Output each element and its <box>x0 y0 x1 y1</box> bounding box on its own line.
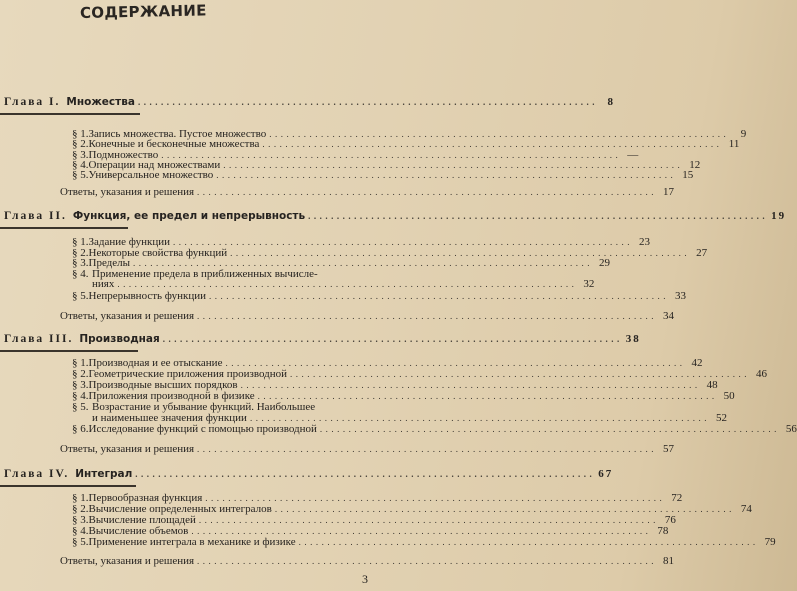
leader-dots: ................................................................................ <box>308 211 769 221</box>
section-number: § 1. <box>72 236 89 248</box>
leader-dots: ................................................................................ <box>269 129 730 139</box>
leader-dots: ................................................................................ <box>230 248 691 258</box>
section-page: 42 <box>691 357 703 369</box>
chapter-label: Глава I. <box>4 96 61 108</box>
section-page: 48 <box>706 379 718 391</box>
section-page: 12 <box>689 159 701 171</box>
leader-dots: ................................................................................ <box>262 139 723 149</box>
toc-entry[interactable] <box>72 290 687 304</box>
section-number: § 1. <box>72 357 89 369</box>
section-page: 9 <box>740 128 747 140</box>
leader-dots: ................................................................................ <box>161 150 622 160</box>
leader-dots: ................................................................................ <box>205 493 666 503</box>
section-number: § 5. <box>72 401 89 413</box>
page-number: 3 <box>362 572 368 586</box>
leader-dots: ................................................................................ <box>198 515 659 525</box>
section-page: 79 <box>764 536 776 548</box>
leader-dots: ................................................................................ <box>197 187 658 197</box>
section-number: § 2. <box>72 368 89 380</box>
section-title: Подмножество <box>88 149 159 161</box>
chapter-1-rule <box>0 113 140 115</box>
section-title-continuation: ниях <box>92 278 115 290</box>
page-title: СОДЕРЖАНИЕ <box>79 1 207 22</box>
toc-entry[interactable] <box>72 536 776 550</box>
section-page: 29 <box>599 257 611 269</box>
section-number: § 4. <box>72 159 89 171</box>
section-title: Некоторые свойства функций <box>88 247 228 259</box>
chapter-label: Глава III. <box>4 333 74 345</box>
chapter-name: Интеграл <box>75 468 133 480</box>
section-number: § 4. <box>72 390 89 402</box>
chapter-4-rule <box>0 485 136 487</box>
leader-dots: ................................................................................ <box>133 258 594 268</box>
leader-dots: ................................................................................ <box>240 380 701 390</box>
section-page: 15 <box>682 169 694 181</box>
leader-dots: ................................................................................ <box>117 279 578 289</box>
section-number: § 6. <box>72 423 89 435</box>
section-title: Применение интеграла в механике и физике <box>88 536 296 548</box>
toc-answers[interactable] <box>60 310 675 324</box>
leader-dots: ................................................................................ <box>290 369 750 379</box>
chapter-2-heading[interactable] <box>4 210 787 224</box>
section-title: Операции над множествами <box>88 159 221 171</box>
chapter-2-rule <box>0 227 128 229</box>
chapter-page: 67 <box>598 468 614 480</box>
toc-answers[interactable] <box>60 555 675 569</box>
section-number: § 2. <box>72 138 89 150</box>
section-title: Вычисление определенных интегралов <box>88 503 272 515</box>
section-number: § 3. <box>72 379 89 391</box>
section-page: 52 <box>715 412 727 424</box>
chapter-name: Множества <box>66 96 135 108</box>
section-number: § 2. <box>72 247 89 259</box>
chapter-name: Производная <box>79 333 160 345</box>
section-number: § 5. <box>72 290 89 302</box>
answers-title: Ответы, указания и решения <box>60 310 195 322</box>
chapter-4-heading[interactable] <box>4 468 614 482</box>
section-title: Непрерывность функции <box>88 290 207 302</box>
section-number: § 5. <box>72 536 89 548</box>
section-title: Применение предела в приближенных вычисле- <box>92 268 318 280</box>
section-page: 74 <box>740 503 752 515</box>
leader-dots: ................................................................................ <box>216 170 677 180</box>
section-number: § 2. <box>72 503 89 515</box>
answers-title: Ответы, указания и решения <box>60 443 195 455</box>
section-page: 72 <box>671 492 683 504</box>
section-page: 56 <box>785 423 797 435</box>
leader-dots: ................................................................................ <box>162 334 623 344</box>
section-page: 46 <box>756 368 767 380</box>
leader-dots: ................................................................................ <box>249 413 710 423</box>
answers-page: 34 <box>663 310 675 322</box>
section-page: 11 <box>728 138 740 150</box>
answers-page: 17 <box>663 186 675 198</box>
answers-title: Ответы, указания и решения <box>60 186 195 198</box>
leader-dots: ................................................................................ <box>223 160 684 170</box>
leader-dots: ................................................................................ <box>191 526 652 536</box>
section-page: 76 <box>664 514 676 526</box>
section-number: § 3. <box>72 257 89 269</box>
section-page: 23 <box>639 236 651 248</box>
chapter-page: 8 <box>607 96 615 108</box>
leader-dots: ................................................................................ <box>197 311 658 321</box>
section-number: § 4. <box>72 525 89 537</box>
section-title: Запись множества. Пустое множество <box>88 128 267 140</box>
answers-page: 81 <box>663 555 675 567</box>
answers-title: Ответы, указания и решения <box>60 555 195 567</box>
leader-dots: ................................................................................ <box>173 237 634 247</box>
chapter-1-heading[interactable] <box>4 96 615 110</box>
answers-page: 57 <box>663 443 675 455</box>
leader-dots: ................................................................................ <box>197 444 658 454</box>
leader-dots: ................................................................................ <box>225 358 686 368</box>
chapter-page: 19 <box>771 210 787 222</box>
section-title: Вычисление объемов <box>88 525 189 537</box>
section-number: § 1. <box>72 128 89 140</box>
section-title: Универсальное множество <box>88 169 214 181</box>
section-title: Пределы <box>88 257 131 269</box>
leader-dots: ................................................................................ <box>137 97 598 107</box>
section-number: § 3. <box>72 514 89 526</box>
chapter-label: Глава IV. <box>4 468 70 480</box>
leader-dots: ................................................................................ <box>298 537 759 547</box>
leader-dots: ................................................................................ <box>209 291 670 301</box>
chapter-label: Глава II. <box>4 210 67 222</box>
section-title: Задание функции <box>88 236 171 248</box>
section-title: Исследование функций с помощью производной <box>88 423 317 435</box>
section-page: 78 <box>657 525 669 537</box>
chapter-3-rule <box>0 350 138 352</box>
section-page: 50 <box>723 390 735 402</box>
section-title: Приложения производной в физике <box>88 390 255 402</box>
section-title: Конечные и бесконечные множества <box>88 138 260 150</box>
chapter-3-heading[interactable] <box>4 333 641 347</box>
toc-entry[interactable] <box>72 169 694 183</box>
toc-answers[interactable] <box>60 186 675 200</box>
section-title: Производная и ее отыскание <box>88 357 223 369</box>
section-title-continuation: и наименьшее значения функции <box>92 412 247 424</box>
toc-answers[interactable] <box>60 443 675 457</box>
section-title: Возрастание и убывание функций. Наибольшее <box>92 401 316 413</box>
section-page: 33 <box>675 290 687 302</box>
section-title: Производные высших порядков <box>88 379 238 391</box>
leader-dots: ................................................................................ <box>257 391 718 401</box>
section-title: Первообразная функция <box>88 492 203 504</box>
leader-dots: ................................................................................ <box>319 424 780 434</box>
section-number: § 4. <box>72 268 89 280</box>
leader-dots: ................................................................................ <box>197 556 658 566</box>
section-number: § 1. <box>72 492 89 504</box>
section-title: Вычисление площадей <box>88 514 196 526</box>
section-page: 32 <box>583 278 595 290</box>
leader-dots: ................................................................................ <box>274 504 735 514</box>
leader-dots: ................................................................................ <box>135 469 596 479</box>
section-page: — <box>627 149 639 161</box>
section-page: 27 <box>696 247 708 259</box>
section-number: § 3. <box>72 149 89 161</box>
chapter-name: Функция, ее предел и непрерывность <box>72 210 306 222</box>
section-number: § 5. <box>72 169 89 181</box>
toc-entry[interactable] <box>72 423 797 437</box>
chapter-page: 38 <box>625 333 641 345</box>
section-title: Геометрические приложения производной <box>88 368 287 380</box>
